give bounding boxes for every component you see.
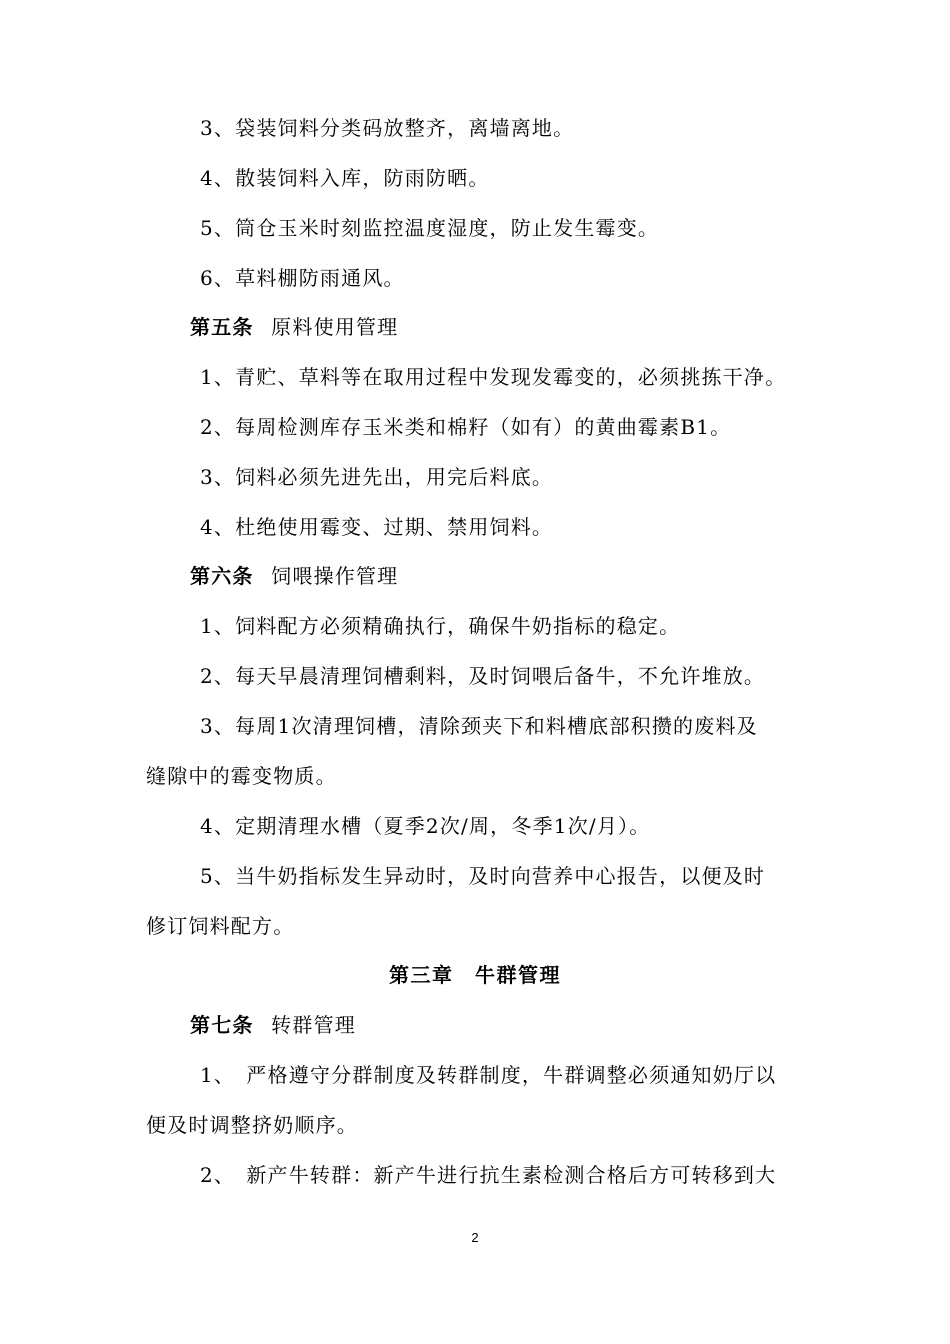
- article6-title: 饲喂操作管理: [271, 564, 399, 588]
- article7-item-1-line2: 便及时调整挤奶顺序。: [146, 1113, 358, 1137]
- article5-item-2: 2、每周检测库存玉米类和棉籽（如有）的黄曲霉素B1。: [200, 415, 732, 439]
- chapter3-title: 第三章 牛群管理: [389, 963, 561, 987]
- article6-label: 第六条: [190, 564, 254, 588]
- article6-item-2: 2、每天早晨清理饲槽剩料，及时饲喂后备牛，不允许堆放。: [200, 664, 766, 688]
- article5-heading: [190, 313, 398, 341]
- article5-title: 原料使用管理: [271, 315, 399, 339]
- storage-item-5: 5、筒仓玉米时刻监控温度湿度，防止发生霉变。: [200, 216, 660, 240]
- article6-item-5-line2: 修订饲料配方。: [146, 914, 295, 938]
- article6-item-5-line1: 5、当牛奶指标发生异动时，及时向营养中心报告，以便及时: [200, 864, 766, 888]
- page-number: 2: [471, 1230, 479, 1245]
- storage-item-3: 3、袋装饲料分类码放整齐，离墙离地。: [200, 116, 575, 140]
- article5-item-1: 1、青贮、草料等在取用过程中发现发霉变的，必须挑拣干净。: [200, 365, 787, 389]
- article6-item-3-line1: 3、每周1次清理饲槽，清除颈夹下和料槽底部积攒的废料及: [200, 714, 758, 738]
- storage-item-6: 6、草料棚防雨通风。: [200, 266, 405, 290]
- article7-title: 转群管理: [271, 1013, 356, 1037]
- article5-item-4: 4、杜绝使用霉变、过期、禁用饲料。: [200, 515, 554, 539]
- article7-label: 第七条: [190, 1013, 254, 1037]
- article6-item-1: 1、饲料配方必须精确执行，确保牛奶指标的稳定。: [200, 614, 681, 638]
- article5-item-3: 3、饲料必须先进先出，用完后料底。: [200, 465, 554, 489]
- article7-heading: [190, 1011, 356, 1039]
- article6-heading: [190, 562, 398, 590]
- storage-item-4: 4、散装饲料入库，防雨防晒。: [200, 166, 490, 190]
- article5-label: 第五条: [190, 315, 254, 339]
- article6-item-4: 4、定期清理水槽（夏季2次/周，冬季1次/月）。: [200, 814, 651, 838]
- article6-item-3-line2: 缝隙中的霉变物质。: [146, 764, 337, 788]
- article7-item-1-line1: 1、 严格遵守分群制度及转群制度，牛群调整必须通知奶厅以: [200, 1063, 777, 1087]
- article7-item-2-line1: 2、 新产牛转群：新产牛进行抗生素检测合格后方可转移到大: [200, 1163, 777, 1187]
